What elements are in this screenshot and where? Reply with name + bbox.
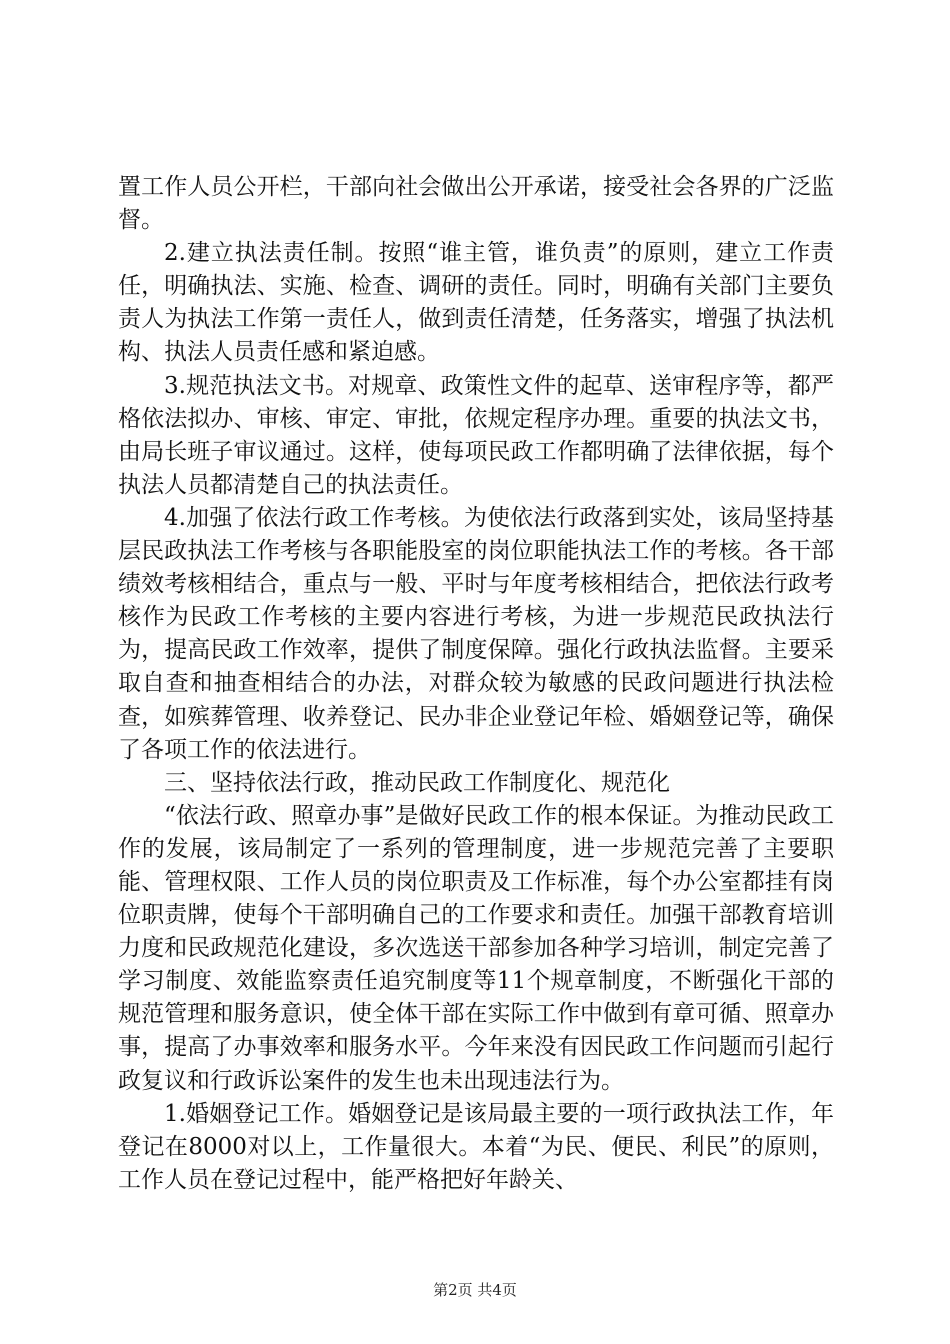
document-body — [118, 171, 834, 1197]
paragraph-7: 1.婚姻登记工作。婚姻登记是该局最主要的一项行政执法工作，年登记在8000对以上，工作量很大。本着“为民、便民、利民”的原则，工作人员在登记过程中，能严格把好年龄关、 — [118, 1100, 834, 1193]
paragraph-1: 置工作人员公开栏，干部向社会做出公开承诺，接受社会各界的广泛监督。 — [118, 174, 834, 234]
paragraph-4: 4.加强了依法行政工作考核。为使依法行政落到实处，该局坚持基层民政执法工作考核与各职能股室的岗位职能执法工作的考核。各干部绩效考核相结合，重点与一般、平时与年度考核相结合，把依法行政考核作为民政工作考核的主要内容进行考核，为进一步规范民政执法行为，提高民政工作效率，提供了制度保障。强化行政执法监督。主要采取自查和抽查相结合的办法，对群众较为敏感的民政问题进行执法检查，如殡葬管理、收养登记、民办非企业登记年检、婚姻登记等，确保了各项工作的依法进行。 — [118, 504, 834, 763]
paragraph-3: 3.规范执法文书。对规章、政策性文件的起草、送审程序等，都严格依法拟办、审核、审定、审批，依规定程序办理。重要的执法文书，由局长班子审议通过。这样，使每项民政工作都明确了法律依据，每个执法人员都清楚自己的执法责任。 — [118, 372, 834, 498]
paragraph-2: 2.建立执法责任制。按照“谁主管，谁负责”的原则，建立工作责任，明确执法、实施、检查、调研的责任。同时，明确有关部门主要负责人为执法工作第一责任人，做到责任清楚，任务落实，增强了执法机构、执法人员责任感和紧迫感。 — [118, 240, 834, 366]
paragraph-6: “依法行政、照章办事”是做好民政工作的根本保证。为推动民政工作的发展，该局制定了一系列的管理制度，进一步规范完善了主要职能、管理权限、工作人员的岗位职责及工作标准，每个办公室都挂有岗位职责牌，使每个干部明确自己的工作要求和责任。加强干部教育培训力度和民政规范化建设，多次选送干部参加各种学习培训，制定完善了学习制度、效能监察责任追究制度等11个规章制度，不断强化干部的规范管理和服务意识，使全体干部在实际工作中做到有章可循、照章办事，提高了办事效率和服务水平。今年来没有因民政工作问题而引起行政复议和行政诉讼案件的发生也未出现违法行为。 — [118, 802, 834, 1094]
page-footer: 第2页 共4页 — [433, 1281, 517, 1299]
section-heading-3: 三、坚持依法行政，推动民政工作制度化、规范化 — [164, 769, 670, 796]
